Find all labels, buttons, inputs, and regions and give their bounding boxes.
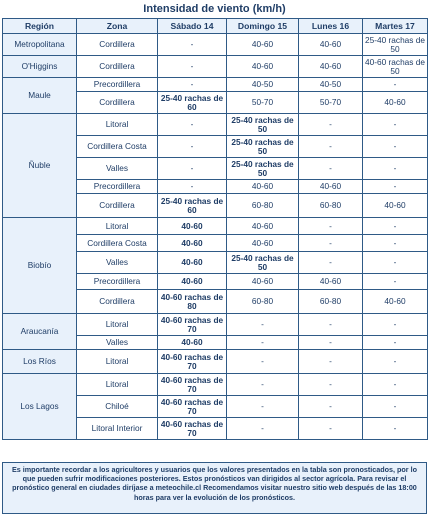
table-row [3,350,428,374]
table-row [3,218,428,235]
zona-cell: Cordillera [77,34,158,56]
table-row [3,374,428,396]
value-cell: - [158,136,227,158]
value-cell: 40-60 [227,235,299,252]
zona-cell: Valles [77,336,158,350]
region-cell: Los Lagos [3,374,77,440]
value-cell: - [227,418,299,440]
value-cell: - [363,336,428,350]
value-cell: 25-40 rachas de 60 [158,194,227,218]
value-cell: - [363,252,428,274]
value-cell: 60-80 [227,290,299,314]
value-cell: 50-70 [227,92,299,114]
zona-cell: Litoral [77,350,158,374]
value-cell: - [363,158,428,180]
zona-cell: Litoral Interior [77,418,158,440]
region-cell: Biobío [3,218,77,314]
zona-cell: Precordillera [77,180,158,194]
value-cell: 40-50 [299,78,363,92]
value-cell: - [299,158,363,180]
value-cell: - [227,314,299,336]
region-cell: O'Higgins [3,56,77,78]
header-sunday: Domingo 15 [227,19,299,34]
value-cell: - [363,235,428,252]
zona-cell: Chiloé [77,396,158,418]
value-cell: - [299,350,363,374]
zona-cell: Valles [77,158,158,180]
value-cell: - [158,34,227,56]
value-cell: 40-60 [227,34,299,56]
value-cell: 40-60 [299,34,363,56]
disclaimer-note: Es importante recordar a los agricultores y usuarios que los valores presentados en la tabla son pronosticados, por lo que pueden sufrir modificaciones posteriores. Estos pronósticos van dirigidos al sector agrícola. Para revisar el pronóstico general en ciudades diríjase a meteochile.cl Recomendamos visitar nuestro sitio web después de las 18:00 horas para ver la evolución de los pronósticos. [2,462,427,514]
value-cell: - [299,136,363,158]
table-row [3,314,428,336]
value-cell: - [299,218,363,235]
value-cell: - [299,114,363,136]
value-cell: 40-60 [158,218,227,235]
header-tuesday: Martes 17 [363,19,428,34]
value-cell: 40-60 rachas de 70 [158,396,227,418]
value-cell: 40-60 [363,290,428,314]
value-cell: - [299,314,363,336]
value-cell: - [363,180,428,194]
value-cell: - [227,396,299,418]
wind-table [2,18,428,440]
value-cell: 60-80 [299,290,363,314]
header-monday: Lunes 16 [299,19,363,34]
value-cell: - [158,78,227,92]
value-cell: - [363,314,428,336]
region-cell: Los Ríos [3,350,77,374]
zona-cell: Cordillera Costa [77,235,158,252]
value-cell: - [227,350,299,374]
value-cell: 40-60 [299,180,363,194]
zona-cell: Litoral [77,374,158,396]
value-cell: 25-40 rachas de 50 [227,158,299,180]
region-cell: Maule [3,78,77,114]
value-cell: 25-40 rachas de 50 [363,34,428,56]
zona-cell: Cordillera [77,194,158,218]
header-saturday: Sábado 14 [158,19,227,34]
value-cell: 60-80 [299,194,363,218]
value-cell: 40-60 [158,252,227,274]
value-cell: 40-60 [363,92,428,114]
value-cell: 25-40 rachas de 60 [158,92,227,114]
table-title: Intensidad de viento (km/h) [143,3,286,15]
value-cell: - [299,336,363,350]
value-cell: 40-60 rachas de 80 [158,290,227,314]
header-region: Región [3,19,77,34]
region-cell: Araucanía [3,314,77,350]
zona-cell: Cordillera Costa [77,136,158,158]
zona-cell: Cordillera [77,290,158,314]
value-cell: 60-80 [227,194,299,218]
value-cell: 25-40 rachas de 50 [227,252,299,274]
zona-cell: Precordillera [77,274,158,290]
table-row [3,114,428,136]
value-cell: 40-60 [227,274,299,290]
zona-cell: Cordillera [77,56,158,78]
value-cell: - [363,78,428,92]
value-cell: - [363,396,428,418]
header-zona: Zona [77,19,158,34]
value-cell: - [158,114,227,136]
value-cell: - [299,418,363,440]
value-cell: 40-60 [227,56,299,78]
value-cell: 40-60 rachas de 70 [158,314,227,336]
zona-cell: Valles [77,252,158,274]
value-cell: - [227,336,299,350]
zona-cell: Litoral [77,218,158,235]
zona-cell: Litoral [77,314,158,336]
value-cell: - [363,374,428,396]
value-cell: - [227,374,299,396]
value-cell: - [158,158,227,180]
table-row [3,78,428,92]
value-cell: - [299,235,363,252]
value-cell: 40-60 rachas de 70 [158,350,227,374]
value-cell: 40-60 [158,336,227,350]
value-cell: 40-60 [158,274,227,290]
value-cell: - [299,252,363,274]
value-cell: - [299,396,363,418]
value-cell: 40-50 [227,78,299,92]
value-cell: 40-60 [158,235,227,252]
value-cell: - [158,56,227,78]
value-cell: - [363,218,428,235]
value-cell: 40-60 [227,218,299,235]
zona-cell: Litoral [77,114,158,136]
header-row [3,19,428,34]
value-cell: 50-70 [299,92,363,114]
value-cell: - [363,418,428,440]
value-cell: - [363,114,428,136]
value-cell: 25-40 rachas de 50 [227,114,299,136]
region-cell: Ñuble [3,114,77,218]
value-cell: - [299,374,363,396]
zona-cell: Precordillera [77,78,158,92]
table-row [3,34,428,56]
region-cell: Metropolitana [3,34,77,56]
table-row [3,56,428,78]
value-cell: - [158,180,227,194]
value-cell: - [363,274,428,290]
value-cell: 40-60 [227,180,299,194]
zona-cell: Cordillera [77,92,158,114]
value-cell: 25-40 rachas de 50 [227,136,299,158]
value-cell: 40-60 [299,274,363,290]
value-cell: 40-60 [299,56,363,78]
value-cell: 40-60 rachas de 50 [363,56,428,78]
value-cell: 40-60 rachas de 70 [158,374,227,396]
value-cell: - [363,350,428,374]
value-cell: 40-60 rachas de 70 [158,418,227,440]
value-cell: - [363,136,428,158]
value-cell: 40-60 [363,194,428,218]
